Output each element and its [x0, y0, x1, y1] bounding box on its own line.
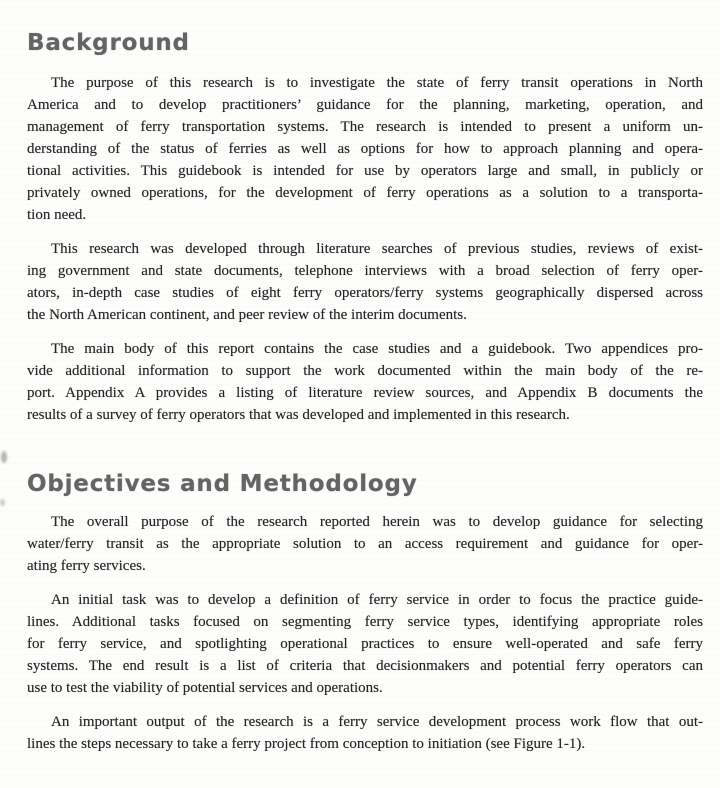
text-line: America and to develop practitioners’ guidance for the planning, marketing, operation, and	[27, 97, 703, 113]
text-line: This research was developed through literature searches of previous studies, reviews of exist-	[51, 241, 703, 257]
paragraph	[27, 511, 703, 577]
text-line: privately owned operations, for the development of ferry operations as a solution to a transporta-	[27, 185, 703, 201]
section-heading-background: Background	[27, 30, 190, 56]
text-line: tion need.	[27, 207, 87, 223]
paragraph	[27, 238, 703, 326]
text-line: systems. The end result is a list of criteria that decisionmakers and potential ferry operators can	[27, 658, 703, 674]
text-line: ating ferry services.	[27, 558, 146, 574]
text-line: port. Appendix A provides a listing of literature review sources, and Appendix B documents the	[27, 385, 703, 401]
scan-artifact	[1, 451, 7, 463]
text-line: lines. Additional tasks focused on segmenting ferry service types, identifying appropriate roles	[27, 614, 703, 630]
text-line: ing government and state documents, telephone interviews with a broad selection of ferry oper-	[27, 263, 703, 279]
text-line: An important output of the research is a ferry service development process work flow that out-	[51, 714, 703, 730]
text-line: vide additional information to support the work documented within the main body of the re-	[27, 363, 703, 379]
section-heading-objectives-and-methodology: Objectives and Methodology	[27, 471, 418, 497]
text-line: for ferry service, and spotlighting operational practices to ensure well-operated and safe ferry	[27, 636, 703, 652]
text-line: results of a survey of ferry operators that was developed and implemented in this research.	[27, 407, 570, 423]
paragraph	[27, 72, 703, 226]
section-objectives-and-methodology	[27, 472, 703, 755]
scan-artifact	[0, 499, 5, 506]
paragraph	[27, 711, 703, 755]
text-line: ators, in-depth case studies of eight ferry operators/ferry systems geographically dispersed across	[27, 285, 703, 301]
text-line: tional activities. This guidebook is intended for use by operators large and small, in publicly or	[27, 163, 703, 179]
text-line: derstanding of the status of ferries as well as options for how to approach planning and opera-	[27, 141, 703, 157]
text-line: The main body of this report contains the case studies and a guidebook. Two appendices pro-	[51, 341, 703, 357]
text-line: An initial task was to develop a definition of ferry service in order to focus the practice guide-	[51, 592, 703, 608]
text-line: The purpose of this research is to investigate the state of ferry transit operations in North	[51, 75, 703, 91]
text-line: The overall purpose of the research reported herein was to develop guidance for selecting	[51, 514, 703, 530]
paragraph	[27, 589, 703, 699]
text-line: lines the steps necessary to take a ferry project from conception to initiation (see Figure 1-1).	[27, 736, 586, 752]
text-line: management of ferry transportation systems. The research is intended to present a uniform un-	[27, 119, 703, 135]
text-line: use to test the viability of potential services and operations.	[27, 680, 383, 696]
text-line: the North American continent, and peer review of the interim documents.	[27, 307, 467, 323]
paragraph	[27, 338, 703, 426]
text-line: water/ferry transit as the appropriate solution to an access requirement and guidance for oper-	[27, 536, 703, 552]
section-background	[27, 31, 703, 426]
